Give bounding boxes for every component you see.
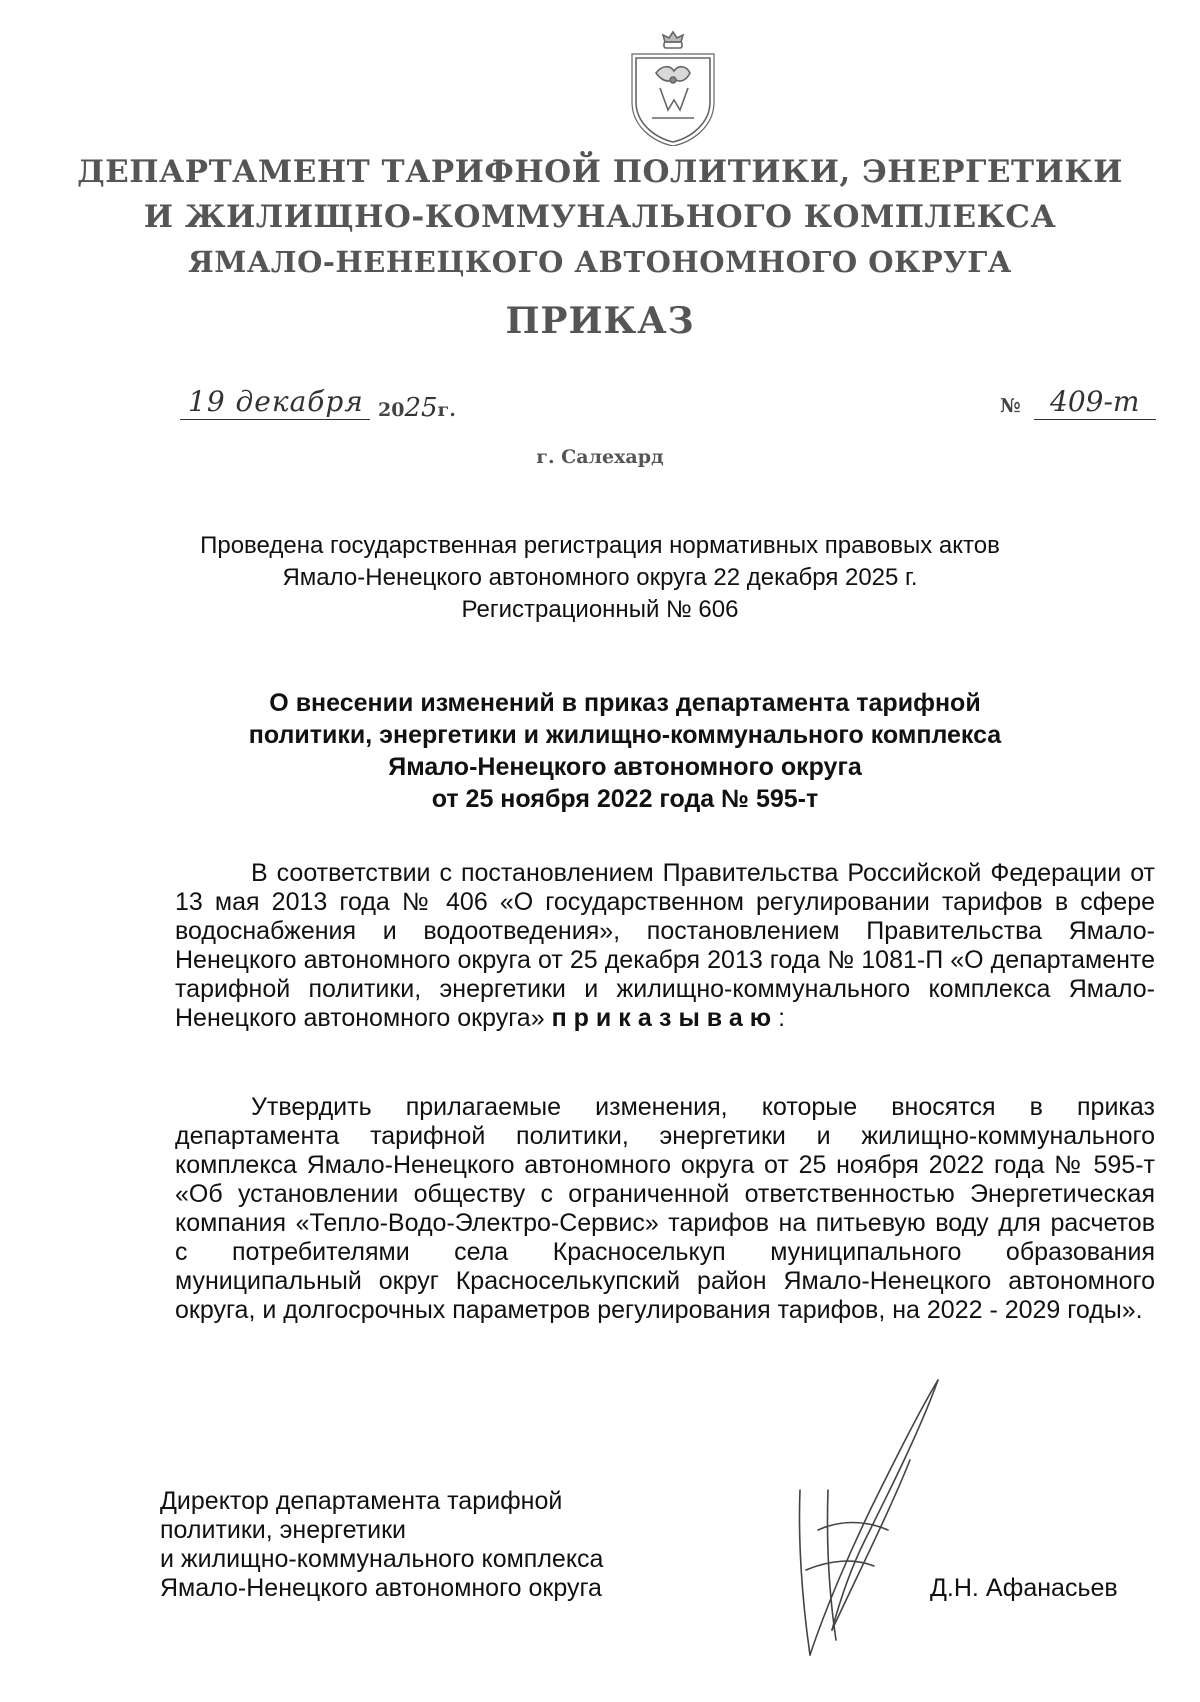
year-suffix: г. xyxy=(437,399,456,421)
preamble-paragraph xyxy=(175,859,1155,1033)
signatory-line-1: Директор департамента тарифной xyxy=(160,1487,563,1515)
title-line-2: политики, энергетики и жилищно-коммунального комплекса xyxy=(248,721,1002,749)
handwritten-number: 409-т xyxy=(1050,385,1140,418)
order-verb: приказываю xyxy=(551,1004,779,1032)
registration-line-3: Регистрационный № 606 xyxy=(461,596,739,623)
date-underline xyxy=(180,419,370,420)
handwritten-signature xyxy=(770,1370,970,1670)
number-underline xyxy=(1034,419,1156,420)
year-handwritten: 25 xyxy=(404,393,438,423)
title-line-4: от 25 ноября 2022 года № 595-т xyxy=(431,785,819,813)
issuer-line-3: ЯМАЛО-НЕНЕЦКОГО АВТОНОМНОГО ОКРУГА xyxy=(188,245,1012,279)
signatory-line-4: Ямало-Ненецкого автономного округа xyxy=(160,1574,602,1602)
handwritten-date: 19 декабря xyxy=(188,385,364,418)
operative-paragraph xyxy=(175,1093,1155,1325)
title-line-1: О внесении изменений в приказ департамента тарифной xyxy=(269,689,981,717)
order-date xyxy=(180,385,460,425)
date-year xyxy=(378,393,456,423)
preamble-end: : xyxy=(778,1004,786,1032)
signatory-position xyxy=(160,1487,720,1603)
issuer-line-2: И ЖИЛИЩНО-КОММУНАЛЬНОГО КОМПЛЕКСА xyxy=(143,199,1057,235)
document-type-title: ПРИКАЗ xyxy=(505,300,695,342)
coat-of-arms-icon xyxy=(626,28,720,146)
registration-line-2: Ямало-Ненецкого автономного округа 22 декабря 2025 г. xyxy=(282,564,918,591)
order-number xyxy=(1000,385,1160,425)
issuer-header xyxy=(0,150,1200,285)
preamble-text: В соответствии с постановлением Правительства Российской Федерации от 13 мая 2013 года № 406 «О государственном регулировании тарифов в сфере водоснабжения и водоотведения», постановлением Правительства Ямало-Ненецкого автономного округа от 25 декабря 2013 года № 1081-П «О департаменте тарифной политики, энергетики и жилищно-коммунального комплекса Ямало-Ненецкого автономного округа» xyxy=(175,859,1155,1032)
registration-line-1: Проведена государственная регистрация нормативных правовых актов xyxy=(200,532,1000,559)
year-prefix: 20 xyxy=(378,399,405,421)
signatory-name: Д.Н. Афанасьев xyxy=(930,1574,1118,1602)
operative-text: Утвердить прилагаемые изменения, которые вносятся в приказ департамента тарифной политики, энергетики и жилищно-коммунального комплекса Ямало-Ненецкого автономного округа от 25 ноября 2022 года № 595-т «Об установлении обществу с ограниченной ответственностью Энергетическая компания «Тепло-Водо-Электро-Сервис» тарифов на питьевую воду для расчетов с потребителями села Красноселькуп муниципального образования муниципальный округ Красноселькупский район Ямало-Ненецкого автономного округа, и долгосрочных параметров регулирования тарифов, на 2022 - 2029 годы». xyxy=(175,1093,1155,1324)
order-subject-title xyxy=(150,687,1100,815)
city: г. Салехард xyxy=(536,446,664,468)
issuer-line-1: ДЕПАРТАМЕНТ ТАРИФНОЙ ПОЛИТИКИ, ЭНЕРГЕТИКИ xyxy=(77,154,1123,190)
signatory-line-2: политики, энергетики xyxy=(160,1516,406,1544)
title-line-3: Ямало-Ненецкого автономного округа xyxy=(388,753,862,781)
registration-stamp xyxy=(0,530,1200,626)
number-symbol: № xyxy=(1000,395,1021,417)
signatory-line-3: и жилищно-коммунального комплекса xyxy=(160,1545,604,1573)
